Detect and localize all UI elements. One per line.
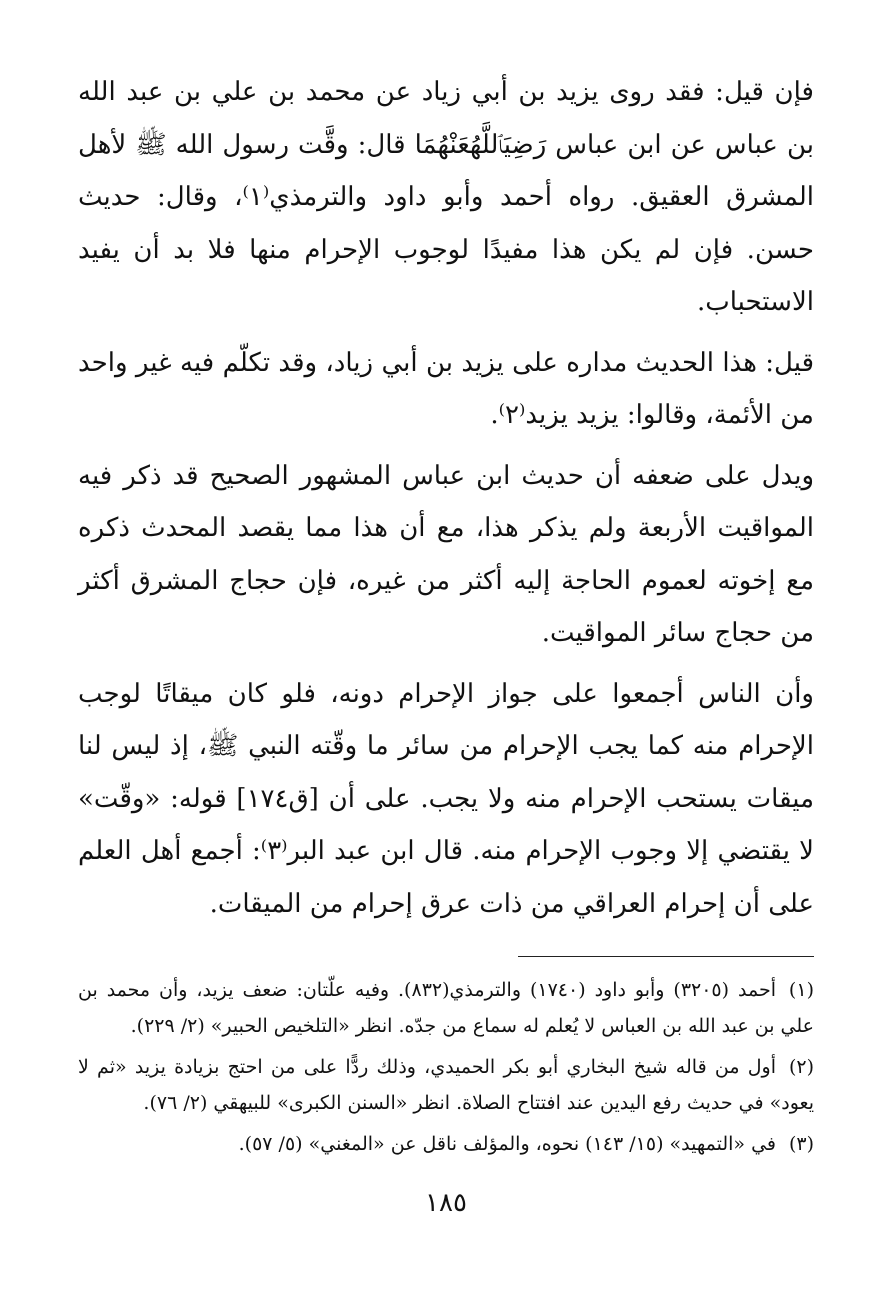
footnote <box>78 973 814 1044</box>
paragraph: وأن الناس أجمعوا على جواز الإحرام دونه، فلو كان ميقاتًا لوجب الإحرام منه كما يجب الإحرام من سائر ما وقّته النبي ﷺ، إذ ليس لنا ميقات يستحب الإحرام منه ولا يجب. على أن [ق١٧٤] قوله: «وقّت» لا يقتضي إلا وجوب الإحرام منه. قال ابن عبد البر⁽٣⁾: أجمع أهل العلم على أن إحرام العراقي من ذات عرق إحرام من الميقات. <box>78 678 814 919</box>
footnote-divider <box>518 956 814 957</box>
footnote-text: في «التمهيد» (١٥/ ١٤٣) نحوه، والمؤلف ناقل عن «المغني» (٥/ ٥٧). <box>238 1133 776 1155</box>
footnote-text: أول من قاله شيخ البخاري أبو بكر الحميدي، وذلك ردًّا على من احتج بزيادة يزيد «ثم لا يعود» في حديث رفع اليدين عند افتتاح الصلاة. انظر «السنن الكبرى» للبيهقي (٢/ ٧٦). <box>78 1056 814 1114</box>
footnote-number: (٢) <box>788 1056 814 1078</box>
main-text <box>78 66 814 930</box>
book-page <box>78 66 814 1169</box>
paragraph: قيل: هذا الحديث مداره على يزيد بن أبي زياد، وقد تكلّم فيه غير واحد من الأئمة، وقالوا: يزيد يزيد⁽٢⁾. <box>78 347 814 430</box>
page-number: ١٨٥ <box>425 1188 467 1218</box>
footnote-number: (٣) <box>788 1133 814 1155</box>
paragraph: ويدل على ضعفه أن حديث ابن عباس المشهور الصحيح قد ذكر فيه المواقيت الأربعة ولم يذكر هذا، مع أن هذا مما يقصد المحدث ذكره مع إخوته لعموم الحاجة إليه أكثر من غيره، فإن حجاج المشرق أكثر من حجاج سائر المواقيت. <box>78 460 814 648</box>
footnote-number: (١) <box>788 979 814 1001</box>
footnote <box>78 1127 814 1163</box>
footnotes <box>78 973 814 1163</box>
paragraph: فإن قيل: فقد روى يزيد بن أبي زياد عن محمد بن علي بن عبد الله بن عباس عن ابن عباس رَضِيَٱللَّهُعَنْهُمَا قال: وقَّت رسول الله ﷺ لأهل المشرق العقيق. رواه أحمد وأبو داود والترمذي⁽١⁾، وقال: حديث حسن. فإن لم يكن هذا مفيدًا لوجوب الإحرام منها فلا بد أن يفيد الاستحباب. <box>78 77 814 317</box>
footnote <box>78 1050 814 1121</box>
footnote-text: أحمد (٣٢٠٥) وأبو داود (١٧٤٠) والترمذي(٨٣٢). وفيه علّتان: ضعف يزيد، وأن محمد بن علي بن عبد الله بن العباس لا يُعلم له سماع من جدّه. انظر «التلخيص الحبير» (٢/ ٢٢٩). <box>78 979 814 1037</box>
